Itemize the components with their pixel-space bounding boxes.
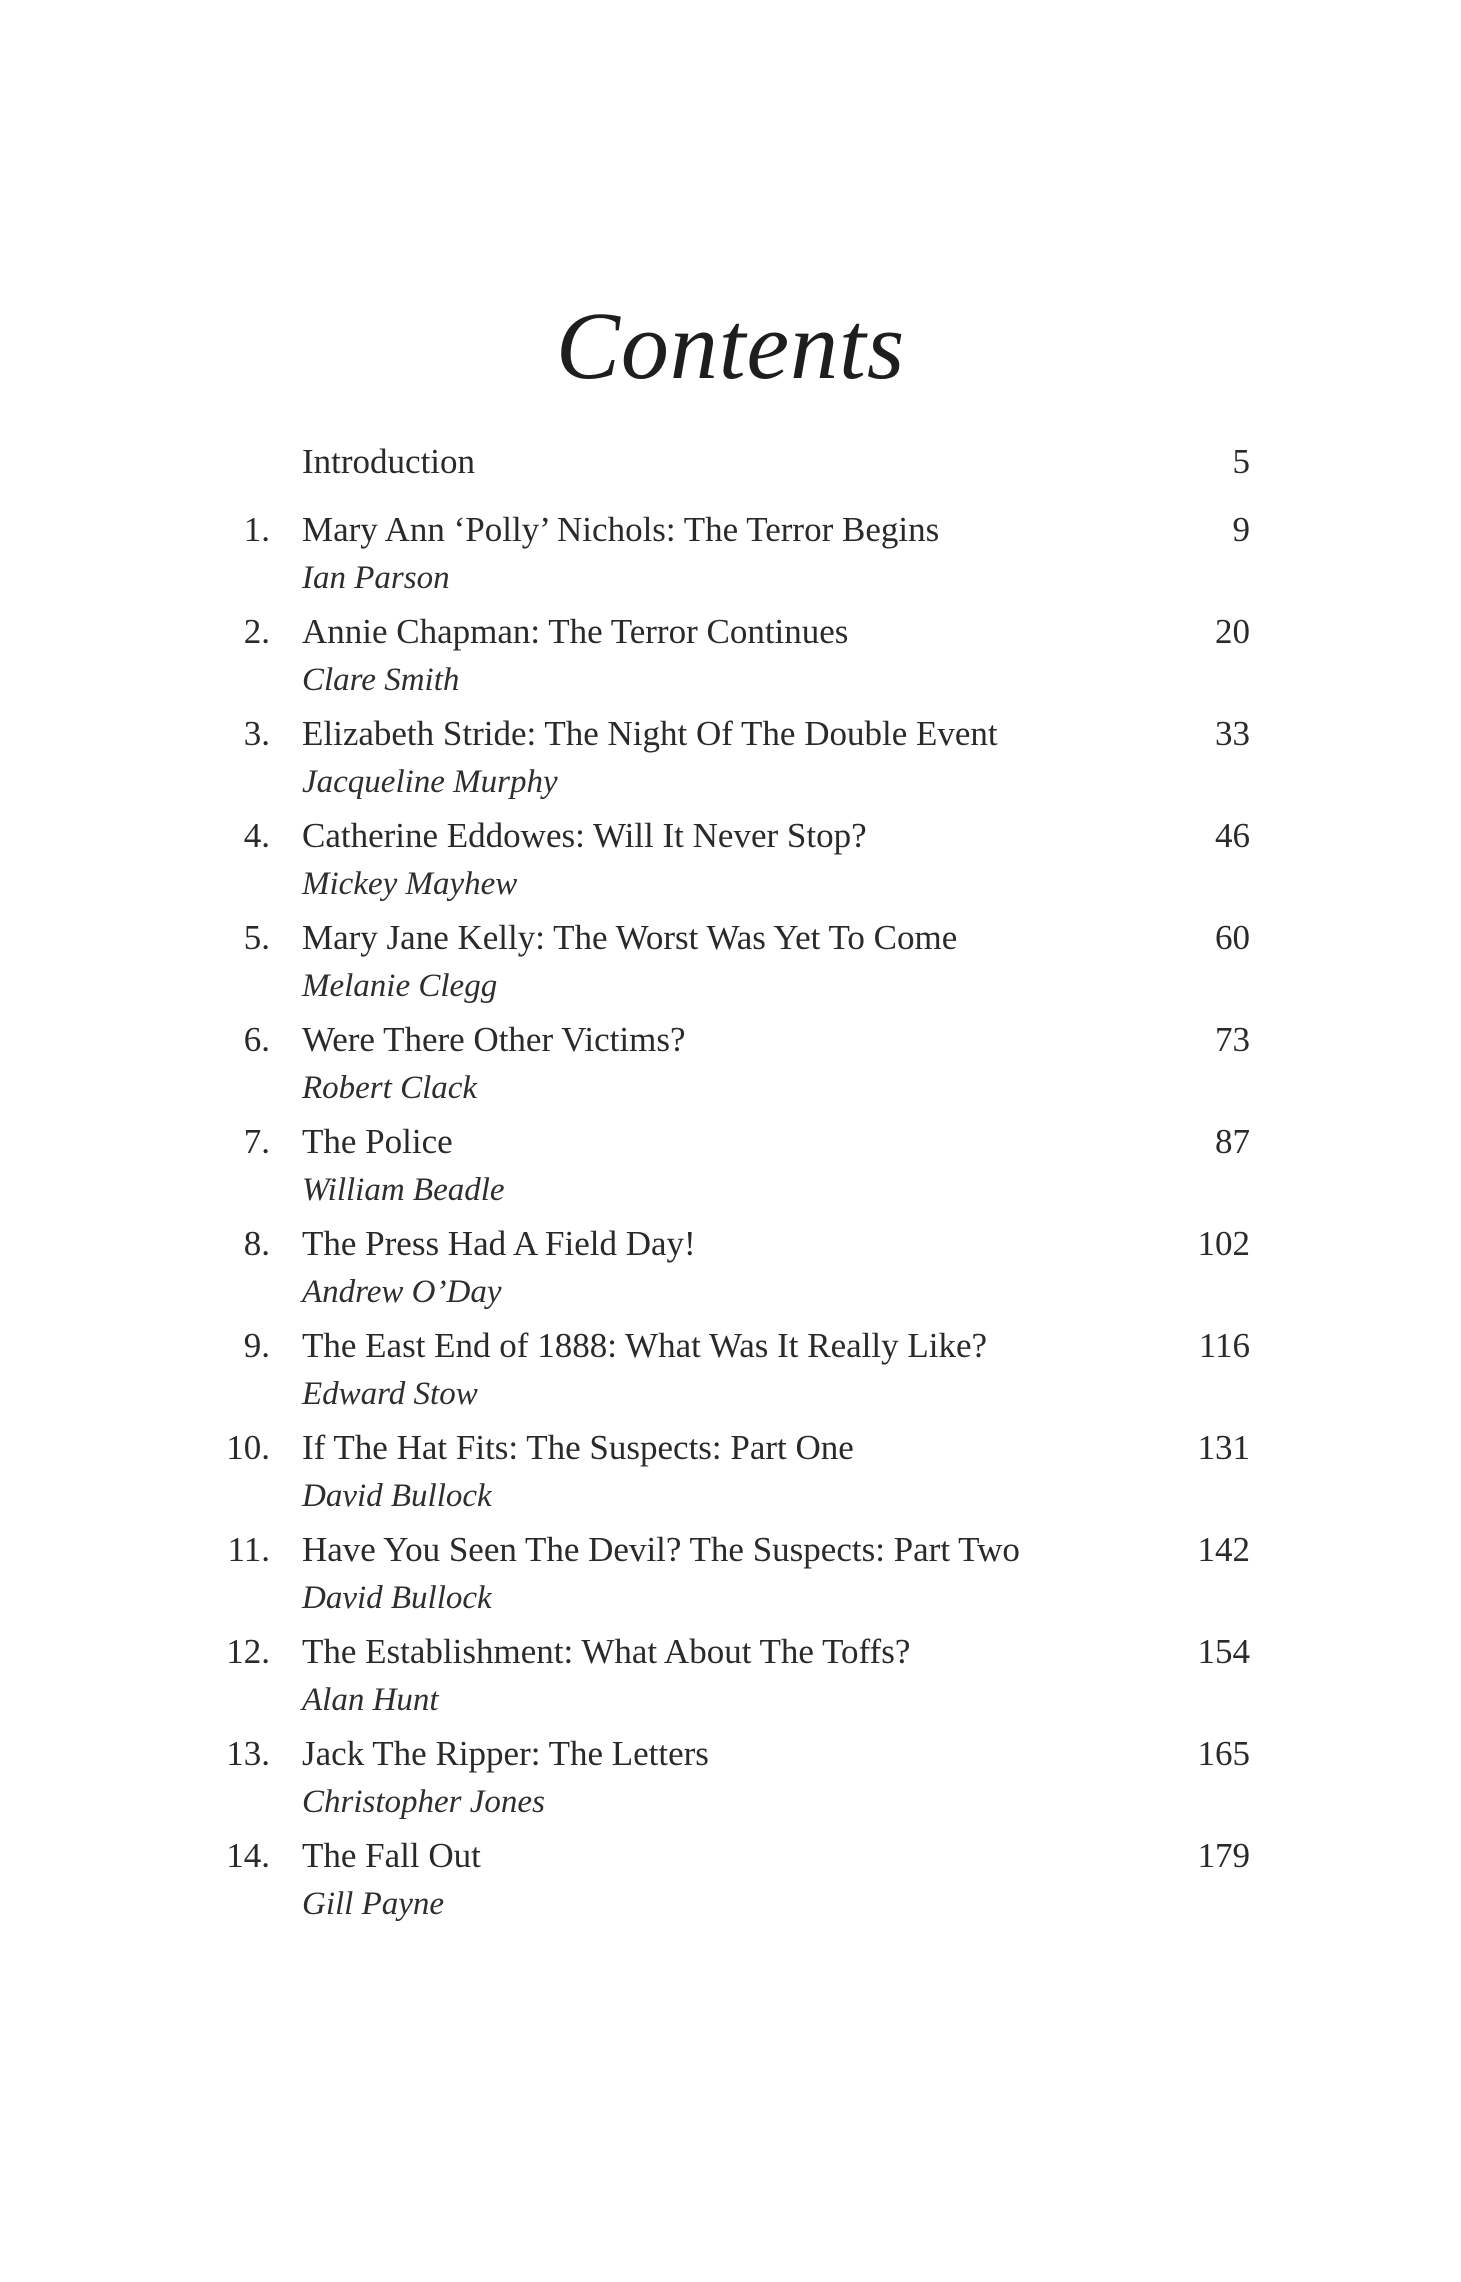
chapter-title: The East End of 1888: What Was It Really Like?	[302, 1326, 988, 1365]
toc-entry	[200, 1218, 1260, 1320]
intro-title: Introduction	[302, 442, 476, 481]
chapter-number: 4.	[243, 816, 270, 855]
toc-entry	[200, 912, 1260, 1014]
chapter-page-number: 87	[1215, 1122, 1250, 1161]
toc-entry	[200, 1524, 1260, 1626]
toc-entry	[200, 1422, 1260, 1524]
toc-entry	[200, 1320, 1260, 1422]
chapter-number: 10.	[226, 1428, 270, 1467]
chapter-author: Edward Stow	[302, 1376, 478, 1412]
toc-entry	[200, 1116, 1260, 1218]
chapter-page-number: 73	[1215, 1020, 1250, 1059]
chapter-page-number: 165	[1197, 1734, 1250, 1773]
chapter-title: Catherine Eddowes: Will It Never Stop?	[302, 816, 867, 855]
chapter-page-number: 131	[1197, 1428, 1250, 1467]
chapter-number: 8.	[243, 1224, 270, 1263]
table-of-contents	[200, 436, 1260, 1932]
chapter-title: Mary Jane Kelly: The Worst Was Yet To Come	[302, 918, 958, 957]
chapter-number: 3.	[243, 714, 270, 753]
chapter-title: Have You Seen The Devil? The Suspects: Part Two	[302, 1530, 1020, 1569]
toc-intro-entry	[200, 436, 1260, 487]
chapter-title: Annie Chapman: The Terror Continues	[302, 612, 849, 651]
chapter-author: Clare Smith	[302, 662, 460, 698]
chapter-author: Alan Hunt	[302, 1682, 439, 1718]
chapter-title: The Fall Out	[302, 1836, 481, 1875]
chapter-author: Gill Payne	[302, 1886, 445, 1922]
chapter-author: Andrew O’Day	[302, 1274, 502, 1310]
chapter-number: 9.	[243, 1326, 270, 1365]
toc-entry	[200, 708, 1260, 810]
chapter-author: Jacqueline Murphy	[302, 764, 558, 800]
chapter-number: 7.	[243, 1122, 270, 1161]
chapter-author: Christopher Jones	[302, 1784, 545, 1820]
chapter-author: Mickey Mayhew	[302, 866, 518, 902]
chapter-number: 14.	[226, 1836, 270, 1875]
chapter-author: David Bullock	[302, 1478, 492, 1514]
intro-page-number: 5	[1232, 442, 1250, 481]
toc-entry	[200, 1728, 1260, 1830]
chapter-page-number: 20	[1215, 612, 1250, 651]
chapter-number: 12.	[226, 1632, 270, 1671]
toc-entry	[200, 1830, 1260, 1932]
chapter-number: 5.	[243, 918, 270, 957]
chapter-title: If The Hat Fits: The Suspects: Part One	[302, 1428, 854, 1467]
chapter-title: Jack The Ripper: The Letters	[302, 1734, 709, 1773]
chapter-title: Were There Other Victims?	[302, 1020, 686, 1059]
chapter-number: 11.	[227, 1530, 270, 1569]
chapter-author: William Beadle	[302, 1172, 505, 1208]
toc-entry	[200, 1626, 1260, 1728]
chapter-number: 1.	[243, 510, 270, 549]
chapter-author: Melanie Clegg	[302, 968, 498, 1004]
toc-entry	[200, 606, 1260, 708]
toc-entry	[200, 1014, 1260, 1116]
toc-entry	[200, 810, 1260, 912]
chapter-title: The Press Had A Field Day!	[302, 1224, 696, 1263]
chapter-title: The Police	[302, 1122, 453, 1161]
chapter-title: The Establishment: What About The Toffs?	[302, 1632, 911, 1671]
chapter-title: Elizabeth Stride: The Night Of The Double Event	[302, 714, 998, 753]
chapter-page-number: 46	[1215, 816, 1250, 855]
chapter-page-number: 142	[1197, 1530, 1250, 1569]
chapter-page-number: 33	[1215, 714, 1250, 753]
chapter-author: David Bullock	[302, 1580, 492, 1616]
chapter-number: 2.	[243, 612, 270, 651]
toc-entry	[200, 504, 1260, 606]
page-title: Contents	[555, 292, 906, 399]
chapter-page-number: 9	[1232, 510, 1250, 549]
chapter-page-number: 116	[1198, 1326, 1250, 1365]
chapter-page-number: 154	[1197, 1632, 1250, 1671]
chapter-number: 13.	[226, 1734, 270, 1773]
chapter-page-number: 179	[1197, 1836, 1250, 1875]
chapter-author: Ian Parson	[302, 560, 450, 596]
chapter-page-number: 60	[1215, 918, 1250, 957]
chapter-author: Robert Clack	[302, 1070, 478, 1106]
chapter-title: Mary Ann ‘Polly’ Nichols: The Terror Begins	[302, 510, 940, 549]
chapter-page-number: 102	[1197, 1224, 1250, 1263]
chapter-number: 6.	[243, 1020, 270, 1059]
